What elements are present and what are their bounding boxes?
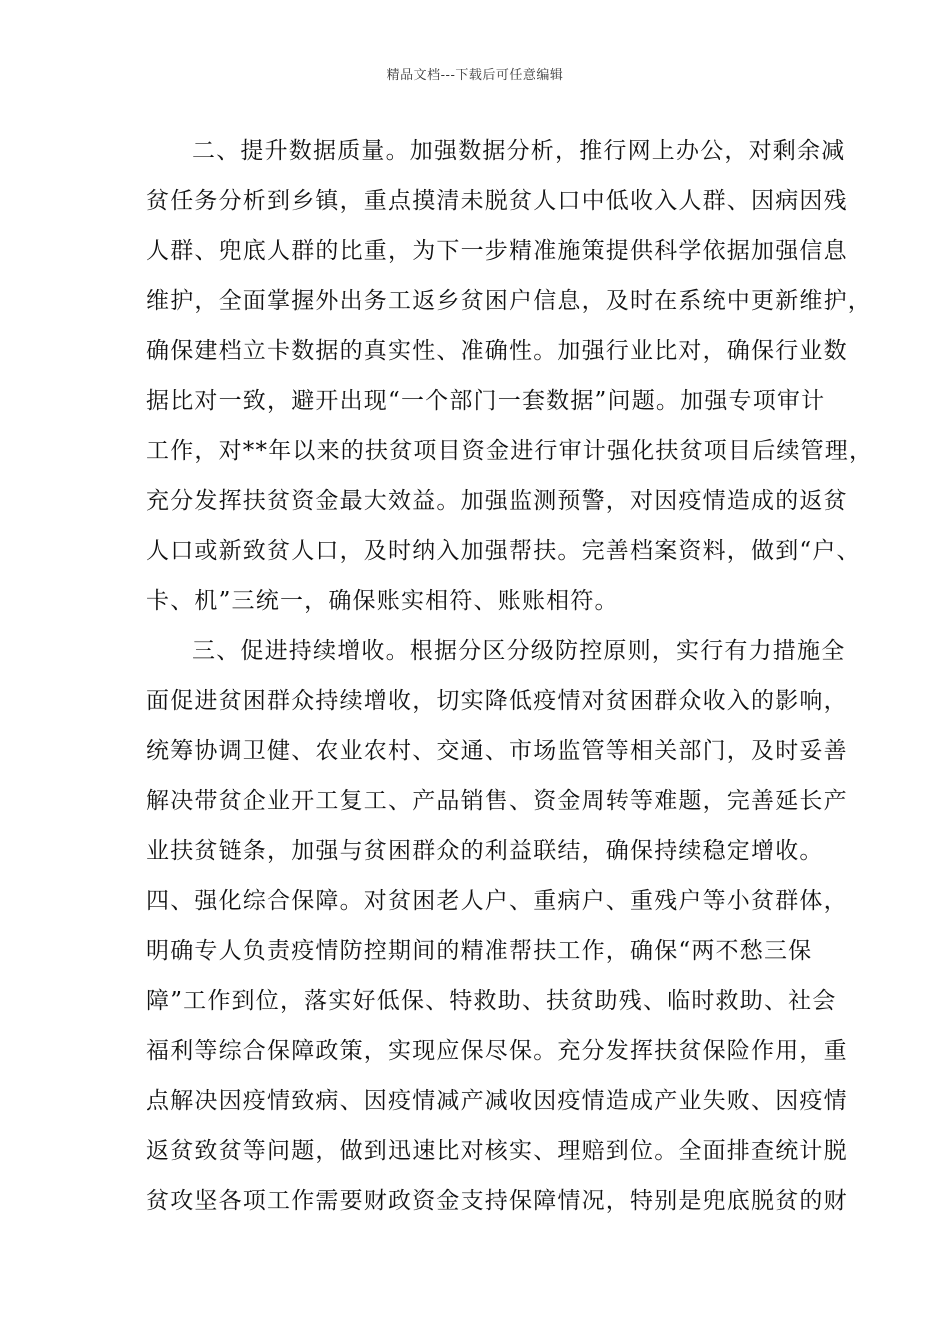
text-line: 明确专人负责疫情防控期间的精准帮扶工作，确保“两不愁三保 <box>146 938 813 964</box>
text-line: 维护，全面掌握外出务工返乡贫困户信息，及时在系统中更新维护， <box>146 288 872 314</box>
text-line: 工作，对**年以来的扶贫项目资金进行审计强化扶贫项目后续管理， <box>146 438 874 464</box>
text-line: 障”工作到位，落实好低保、特救助、扶贫助残、临时救助、社会 <box>146 988 837 1014</box>
text-line: 统筹协调卫健、农业农村、交通、市场监管等相关部门，及时妥善 <box>146 738 848 764</box>
text-line: 面促进贫困群众持续增收，切实降低疫情对贫困群众收入的影响， <box>146 688 848 714</box>
text-line: 贫攻坚各项工作需要财政资金支持保障情况，特别是兜底脱贫的财 <box>146 1188 848 1214</box>
text-line: 解决带贫企业开工复工、产品销售、资金周转等难题，完善延长产 <box>146 788 848 814</box>
text-line: 三、促进持续增收。根据分区分级防控原则，实行有力措施全 <box>192 638 846 664</box>
text-line: 确保建档立卡数据的真实性、准确性。加强行业比对，确保行业数 <box>146 338 848 364</box>
text-line: 人口或新致贫人口，及时纳入加强帮扶。完善档案资料，做到“户、 <box>146 538 861 564</box>
text-line: 充分发挥扶贫资金最大效益。加强监测预警，对因疫情造成的返贫 <box>146 488 848 514</box>
text-line: 贫任务分析到乡镇，重点摸清未脱贫人口中低收入人群、因病因残 <box>146 188 848 214</box>
text-line: 点解决因疫情致病、因疫情减产减收因疫情造成产业失败、因疫情 <box>146 1088 848 1114</box>
text-line: 据比对一致，避开出现“一个部门一套数据”问题。加强专项审计 <box>146 388 826 414</box>
text-line: 人群、兜底人群的比重，为下一步精准施策提供科学依据加强信息 <box>146 238 848 264</box>
text-line: 业扶贫链条，加强与贫困群众的利益联结，确保持续稳定增收。 <box>146 838 824 864</box>
page-header: 精品文档---下载后可任意编辑 <box>386 68 564 83</box>
text-line: 卡、机”三统一，确保账实相符、账账相符。 <box>146 588 619 614</box>
document-body <box>146 126 874 1226</box>
text-line: 四、强化综合保障。对贫困老人户、重病户、重残户等小贫群体， <box>146 888 848 914</box>
text-line: 福利等综合保障政策，实现应保尽保。充分发挥扶贫保险作用，重 <box>146 1038 848 1064</box>
text-line: 返贫致贫等问题，做到迅速比对核实、理赔到位。全面排查统计脱 <box>146 1138 848 1164</box>
text-line: 二、提升数据质量。加强数据分析，推行网上办公，对剩余减 <box>192 138 846 164</box>
